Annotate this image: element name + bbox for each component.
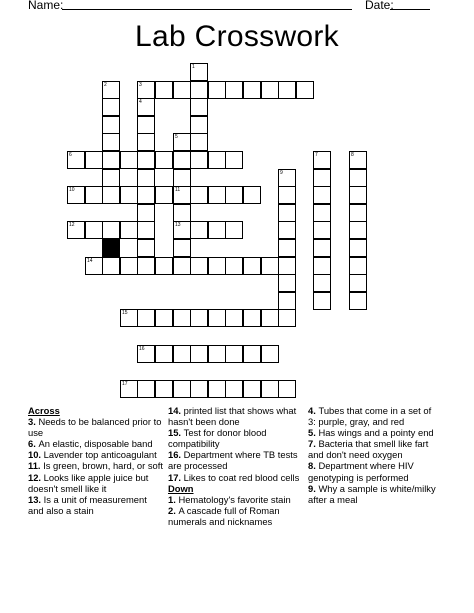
grid-cell[interactable] [102,151,120,169]
grid-cell[interactable] [313,169,331,187]
grid-cell[interactable] [173,239,191,257]
grid-cell[interactable] [278,292,296,310]
grid-cell[interactable] [85,186,103,204]
grid-cell[interactable] [313,257,331,275]
clue-item-number: 5. [308,427,319,439]
grid-cell[interactable] [349,169,367,187]
clues-column-1 [28,405,163,516]
page-title: Lab Crosswork [135,20,339,53]
clue-number: 17 [122,381,128,387]
grid-cell[interactable] [261,309,279,327]
clue-item-text: Why a sample is white/milky after a meal [308,482,436,505]
grid-cell[interactable] [137,81,155,99]
grid-cell[interactable] [155,186,173,204]
grid-cell[interactable] [155,81,173,99]
grid-cell[interactable] [102,221,120,239]
clue-item-number: 11. [28,460,44,472]
grid-cell[interactable] [349,274,367,292]
grid-cell[interactable] [120,380,138,398]
grid-cell[interactable] [137,239,155,257]
grid-cell[interactable] [137,151,155,169]
clue-item-text: Bacteria that smell like fart and don't need oxygen [308,438,429,461]
clue-number: 7 [315,152,318,158]
clue-item-text: Tubes that come in a set of 3: purple, gray, and red [308,405,432,428]
grid-cell[interactable] [208,81,226,99]
clue-number: 13 [175,222,181,228]
grid-cell[interactable] [225,345,243,363]
name-label: Name: [28,0,64,12]
grid-cell[interactable] [243,345,261,363]
grid-cell[interactable] [102,81,120,99]
clue-item [308,460,440,482]
clue-item-number: 1. [168,493,179,505]
clue-item-number: 15. [168,427,184,439]
grid-cell[interactable] [137,221,155,239]
clue-item [28,472,163,494]
grid-cell[interactable] [225,81,243,99]
clue-number: 14 [87,258,93,264]
clue-number: 4 [139,99,142,105]
clue-number: 15 [122,310,128,316]
grid-cell[interactable] [278,274,296,292]
grid-cell[interactable] [190,309,208,327]
grid-cell[interactable] [67,221,85,239]
grid-cell[interactable] [349,204,367,222]
clue-item [28,449,163,460]
grid-cell[interactable] [173,380,191,398]
clue-item-text: Test for donor blood compatibility [168,427,267,450]
clue-number: 1 [192,64,195,70]
grid-cell[interactable] [67,186,85,204]
grid-cell[interactable] [120,309,138,327]
grid-cell[interactable] [261,380,279,398]
clue-item-number: 17. [168,471,184,483]
across-heading: Across [28,405,60,416]
clue-item-number: 9. [308,482,319,494]
clue-item-text: Is green, brown, hard, or soft [43,460,163,472]
grid-cell[interactable] [243,186,261,204]
grid-cell[interactable] [85,151,103,169]
grid-cell[interactable] [313,221,331,239]
grid-cell[interactable] [349,186,367,204]
clue-item [168,427,303,449]
grid-cell[interactable] [313,204,331,222]
clue-item-number: 7. [308,438,319,450]
grid-cell[interactable] [278,186,296,204]
grid-cell[interactable] [225,221,243,239]
grid-cell[interactable] [190,116,208,134]
clue-item-text: printed list that shows what hasn't been done [168,405,297,428]
black-cell [102,239,120,257]
grid-cell[interactable] [313,239,331,257]
clue-item-number: 8. [308,460,319,472]
grid-cell[interactable] [173,257,191,275]
grid-cell[interactable] [278,257,296,275]
grid-cell[interactable] [85,257,103,275]
grid-cell[interactable] [155,380,173,398]
grid-cell[interactable] [120,186,138,204]
clue-item-text: An elastic, disposable band [38,438,153,450]
grid-cell[interactable] [190,151,208,169]
grid-cell[interactable] [349,239,367,257]
grid-cell[interactable] [155,309,173,327]
grid-cell[interactable] [173,221,191,239]
clue-item-number: 16. [168,449,184,461]
clue-number: 8 [351,152,354,158]
grid-cell[interactable] [173,133,191,151]
grid-cell[interactable] [225,380,243,398]
grid-cell[interactable] [261,257,279,275]
grid-cell[interactable] [278,169,296,187]
clue-item-text: Department where TB tests are processed [168,449,298,472]
grid-cell[interactable] [278,204,296,222]
grid-cell[interactable] [208,186,226,204]
grid-cell[interactable] [208,345,226,363]
clue-item-text: Has wings and a pointy end [318,427,434,439]
clue-item [168,494,303,505]
clue-item-number: 4. [308,405,319,416]
grid-cell[interactable] [261,345,279,363]
grid-cell[interactable] [190,345,208,363]
grid-cell[interactable] [349,257,367,275]
grid-cell[interactable] [173,151,191,169]
grid-cell[interactable] [261,81,279,99]
grid-cell[interactable] [208,309,226,327]
clues-column-2 [168,405,303,527]
grid-cell[interactable] [102,133,120,151]
clue-item-text: Hematology's favorite stain [178,493,291,505]
grid-cell[interactable] [190,133,208,151]
grid-cell[interactable] [296,81,314,99]
grid-cell[interactable] [173,204,191,222]
grid-cell[interactable] [190,63,208,81]
grid-cell[interactable] [349,221,367,239]
grid-cell[interactable] [208,151,226,169]
grid-cell[interactable] [190,257,208,275]
down-heading: Down [168,482,194,494]
clue-item-text: Needs to be balanced prior to use [28,416,162,439]
grid-cell[interactable] [137,345,155,363]
grid-cell[interactable] [278,239,296,257]
grid-cell[interactable] [137,116,155,134]
grid-cell[interactable] [278,81,296,99]
grid-cell[interactable] [208,380,226,398]
grid-cell[interactable] [313,292,331,310]
clue-item-number: 12. [28,471,44,483]
grid-cell[interactable] [349,292,367,310]
grid-cell[interactable] [243,257,261,275]
grid-cell[interactable] [349,151,367,169]
grid-cell[interactable] [225,186,243,204]
grid-cell[interactable] [243,380,261,398]
clue-item-text: Looks like apple juice but doesn't smell like it [28,471,149,494]
clue-number: 16 [139,346,145,352]
clue-item-text: Lavender top anticoagulant [43,449,157,461]
grid-cell[interactable] [67,151,85,169]
clue-item [28,494,163,516]
clues-column-3 [308,405,440,505]
grid-cell[interactable] [120,257,138,275]
date-label: Date: [365,0,394,12]
clue-item-text: Is a unit of measurement and also a stain [28,493,147,516]
grid-cell[interactable] [155,151,173,169]
grid-cell[interactable] [102,116,120,134]
clue-item [28,460,163,471]
grid-cell[interactable] [173,186,191,204]
grid-cell[interactable] [173,309,191,327]
clue-item-number: 13. [28,493,44,505]
grid-cell[interactable] [173,81,191,99]
grid-cell[interactable] [120,221,138,239]
grid-cell[interactable] [208,257,226,275]
clue-item [168,449,303,471]
clue-number: 10 [69,187,75,193]
clue-number: 3 [139,82,142,88]
clue-item-text: A cascade full of Roman numerals and nicknames [168,504,280,527]
clue-item-number: 2. [168,504,179,516]
clue-item-text: Department where HIV genotyping is performed [308,460,414,483]
clue-item [168,405,303,427]
grid-cell[interactable] [190,221,208,239]
grid-cell[interactable] [155,345,173,363]
grid-cell[interactable] [102,257,120,275]
grid-cell[interactable] [137,169,155,187]
grid-cell[interactable] [243,81,261,99]
grid-cell[interactable] [155,257,173,275]
clue-number: 6 [69,152,72,158]
grid-cell[interactable] [137,98,155,116]
grid-cell[interactable] [173,169,191,187]
clue-item-number: 3. [28,416,39,428]
grid-cell[interactable] [225,151,243,169]
grid-cell[interactable] [102,186,120,204]
grid-cell[interactable] [137,380,155,398]
clue-item [168,472,303,483]
grid-cell[interactable] [137,309,155,327]
grid-cell[interactable] [137,204,155,222]
clue-number: 5 [175,134,178,140]
grid-cell[interactable] [225,309,243,327]
grid-cell[interactable] [278,309,296,327]
grid-cell[interactable] [120,151,138,169]
grid-cell[interactable] [190,186,208,204]
grid-cell[interactable] [137,186,155,204]
grid-cell[interactable] [190,98,208,116]
grid-cell[interactable] [313,151,331,169]
clue-item-number: 6. [28,438,39,450]
clue-number: 12 [69,222,75,228]
grid-cell[interactable] [137,133,155,151]
clue-item-text: Likes to coat red blood cells [183,471,300,483]
clue-item [308,438,440,460]
grid-cell[interactable] [243,309,261,327]
grid-cell[interactable] [225,257,243,275]
clue-item [168,505,303,527]
clue-item [28,416,163,438]
grid-cell[interactable] [278,221,296,239]
grid-cell[interactable] [190,380,208,398]
grid-cell[interactable] [313,186,331,204]
clue-number: 11 [175,187,181,193]
grid-cell[interactable] [278,380,296,398]
grid-cell[interactable] [313,274,331,292]
clue-number: 2 [104,82,107,88]
grid-cell[interactable] [208,221,226,239]
grid-cell[interactable] [102,98,120,116]
clue-item [308,427,440,438]
clue-item [308,483,440,505]
clue-item-number: 10. [28,449,44,461]
grid-cell[interactable] [137,257,155,275]
clue-item [28,438,163,449]
clue-number: 9 [280,170,283,176]
grid-cell[interactable] [85,221,103,239]
grid-cell[interactable] [173,345,191,363]
grid-cell[interactable] [102,169,120,187]
clue-item [308,405,440,427]
grid-cell[interactable] [190,81,208,99]
clue-item-number: 14. [168,405,184,416]
